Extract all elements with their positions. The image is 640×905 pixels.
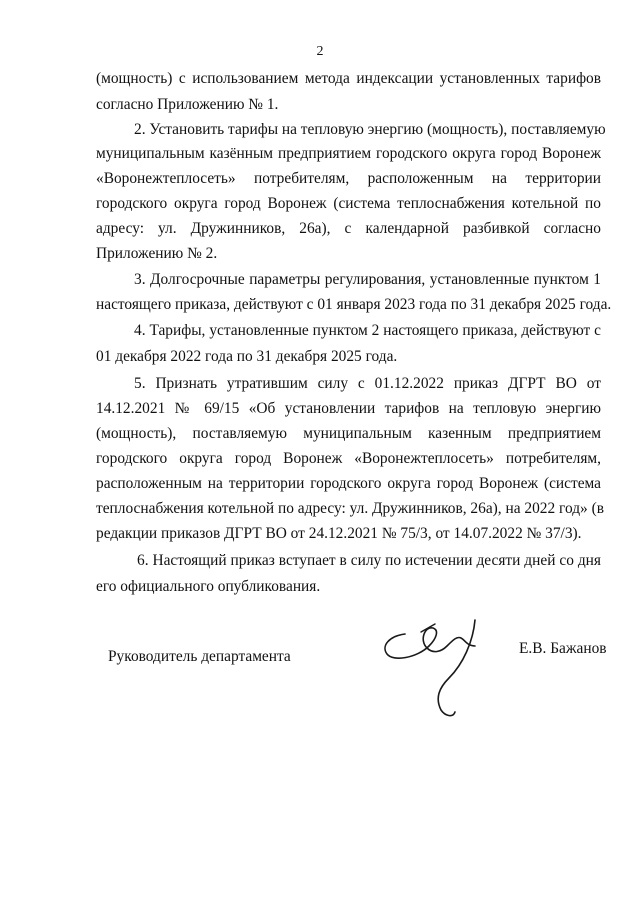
item-6-line: 6. Настоящий приказ вступает в силу по истечении десяти дней со дня (137, 552, 601, 569)
text-line: его официального опубликования. (96, 578, 321, 595)
text-line: 14.12.2021 № 69/15 «Об установлении тарифов на тепловую энергию (96, 400, 601, 417)
text-line: настоящего приказа, действуют с 01 января 2023 года по 31 декабря 2025 года. (96, 296, 612, 313)
text-line: (мощность) с использованием метода индексации установленных тарифов (96, 70, 601, 87)
signatory-title: Руководитель департамента (108, 648, 291, 665)
item-2-line: 2. Установить тарифы на тепловую энергию (мощность), поставляемую (134, 121, 606, 138)
item-3-line: 3. Долгосрочные параметры регулирования, установленные пунктом 1 (134, 271, 601, 288)
text-line: расположенным на территории городского округа город Воронеж (система (96, 475, 601, 492)
text-line: «Воронежтеплосеть» потребителям, расположенным на территории (96, 170, 601, 187)
item-5-line: 5. Признать утратившим силу с 01.12.2022 приказ ДГРТ ВО от (134, 375, 601, 392)
text-line: городского округа город Воронеж (система теплоснабжения котельной по (96, 195, 601, 212)
signatory-name: Е.В. Бажанов (519, 640, 607, 657)
text-line: (мощность), поставляемую муниципальным казенным предприятием (96, 425, 601, 442)
text-line: адресу: ул. Дружинников, 26а), с календарной разбивкой согласно (96, 220, 601, 237)
text-line: согласно Приложению № 1. (96, 96, 279, 113)
text-line: 01 декабря 2022 года по 31 декабря 2025 года. (96, 348, 398, 365)
page-number: 2 (316, 44, 324, 59)
item-4-line: 4. Тарифы, установленные пунктом 2 настоящего приказа, действуют с (134, 322, 601, 339)
text-line: городского округа город Воронеж «Воронежтеплосеть» потребителям, (96, 450, 601, 467)
handwritten-signature (375, 612, 495, 720)
text-line: Приложению № 2. (96, 245, 218, 262)
text-line: теплоснабжения котельной по адресу: ул. Дружинников, 26а), на 2022 год» (в (96, 500, 604, 517)
text-line: муниципальным казённым предприятием городского округа город Воронеж (96, 145, 601, 162)
text-line: редакции приказов ДГРТ ВО от 24.12.2021 № 75/3, от 14.07.2022 № 37/3). (96, 525, 582, 542)
